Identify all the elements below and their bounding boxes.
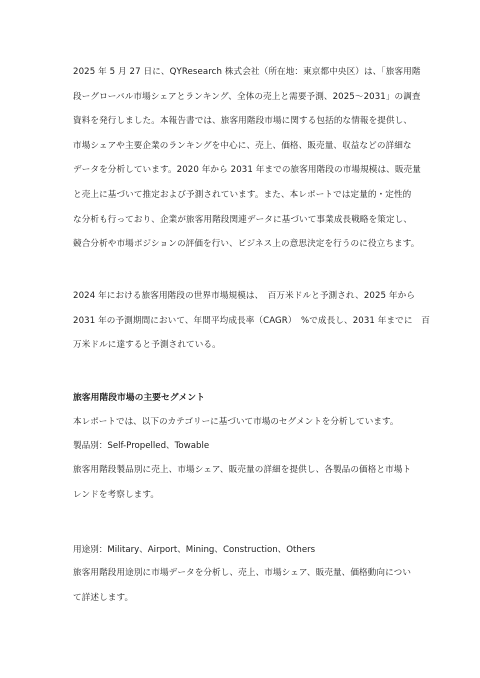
application-segment-description bbox=[73, 561, 412, 610]
intro-line: 資料を発行しました。本報告書では、旅客用階段市場に関する包括的な情報を提供し、 bbox=[73, 116, 413, 127]
intro-line: と売上に基づいて推定および予測されています。また、本レポートでは定量的・定性的 bbox=[73, 189, 412, 200]
application-description-line: て詳述します。 bbox=[73, 592, 134, 603]
product-description-line: レンドを考察します。 bbox=[73, 489, 160, 500]
segments-heading: 旅客用階段市場の主要セグメント bbox=[73, 393, 205, 403]
intro-line: 2025 年 5 月 27 日に、QYResearch 株式会社（所在地：東京都中央区）は、「旅客用階 bbox=[73, 67, 421, 77]
intro-paragraph bbox=[73, 60, 421, 257]
market-size-paragraph bbox=[73, 284, 430, 358]
intro-line: 競合分析や市場ポジションの評価を行い、ビジネス上の意思決定を行うのに役立ちます。 bbox=[73, 239, 420, 250]
intro-line: 段ーグローバル市場シェアとランキング、全体の売上と需要予測、2025～2031」の調査 bbox=[73, 91, 421, 102]
segments-intro: 本レポートでは、以下のカテゴリーに基づいて市場のセグメントを分析しています。 bbox=[73, 417, 399, 427]
product-segment-description bbox=[73, 458, 412, 507]
intro-line: 市場シェアや主要企業のランキングを中心に、売上、価格、販売量、収益などの詳細な bbox=[73, 140, 412, 151]
market-size-line: 万米ドルに達すると予測されている。 bbox=[73, 340, 221, 351]
application-segment-label: 用途別：Military、Airport、Mining、Construction、Others bbox=[73, 545, 316, 555]
product-description-line: 旅客用階段製品別に売上、市場シェア、販売量の詳細を提供し、各製品の価格と市場ト bbox=[73, 465, 412, 475]
intro-line: データを分析しています。2020 年から 2031 年までの旅客用階段の市場規模は、販売量 bbox=[73, 165, 421, 176]
intro-line: な分析も行っており、企業が旅客用階段関連データに基づいて事業成長戦略を策定し、 bbox=[73, 214, 413, 225]
market-size-line: 2024 年における旅客用階段の世界市場規模は、 百万米ドルと予測され、2025 年から bbox=[73, 291, 416, 301]
market-size-line: 2031 年の予測期間において、年間平均成長率（CAGR） %で成長し、2031 年までに 百 bbox=[73, 315, 430, 326]
product-segment-label: 製品別：Self-Propelled、Towable bbox=[73, 441, 210, 451]
application-description-line: 旅客用階段用途別に市場データを分析し、売上、市場シェア、販売量、価格動向につい bbox=[73, 568, 412, 578]
